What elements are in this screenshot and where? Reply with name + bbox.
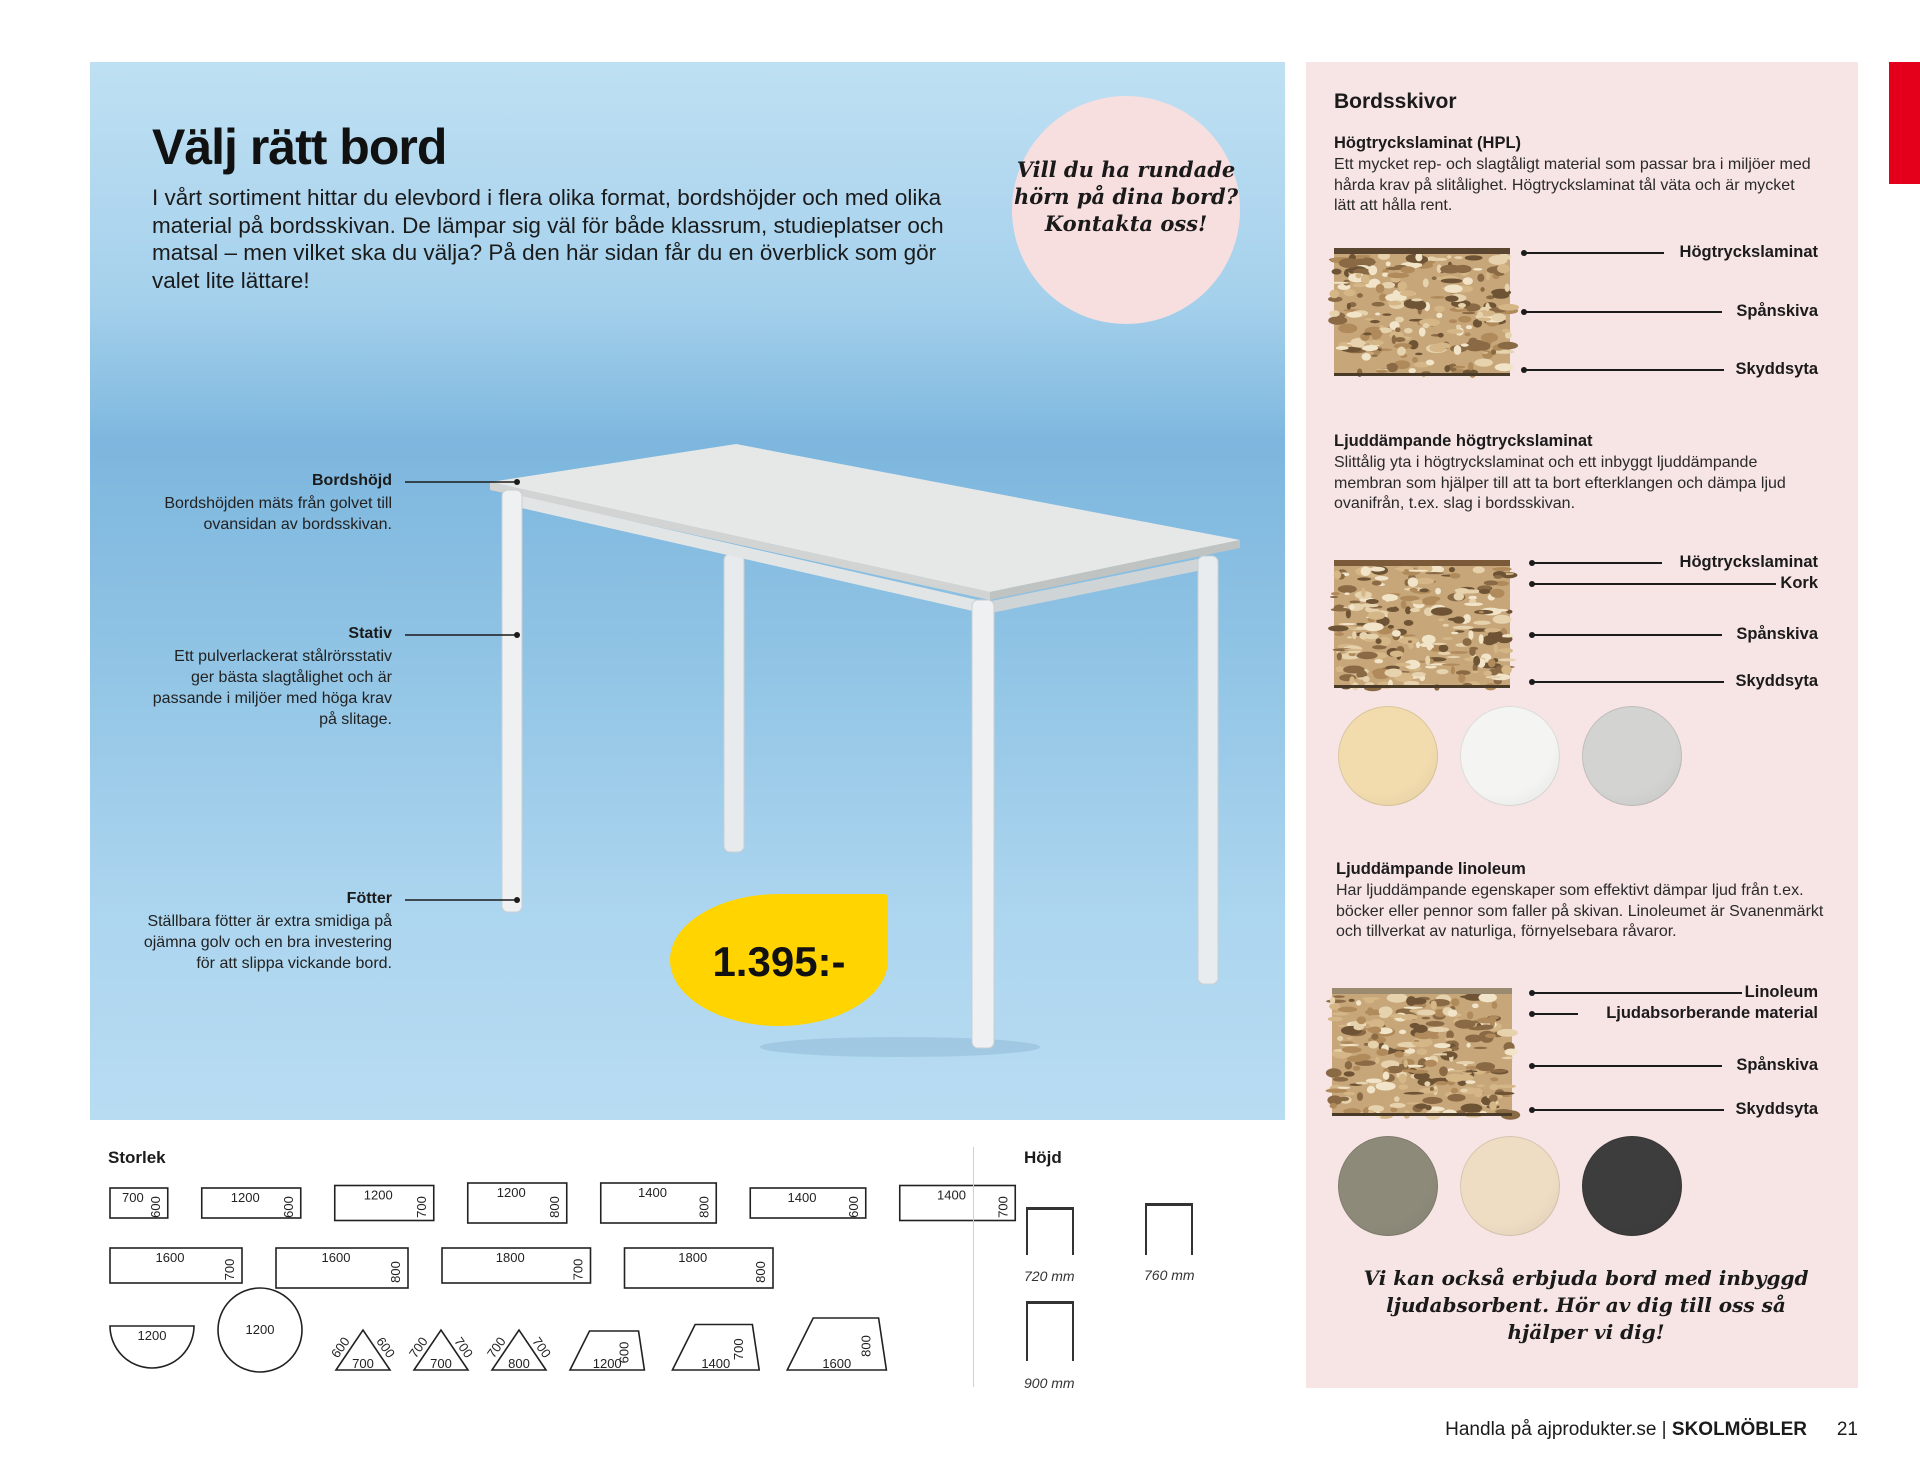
layer-label: Skyddsyta: [1735, 360, 1818, 378]
dimension-label: 1200: [363, 1187, 393, 1203]
layer-label: Spånskiva: [1736, 625, 1818, 643]
dimension-label: 800: [696, 1196, 712, 1218]
price-badge: [670, 894, 888, 1026]
dimension-label: 700: [122, 1190, 144, 1205]
layer-label: Högtryckslaminat: [1679, 243, 1818, 261]
dimension-label: 1200: [245, 1322, 275, 1337]
section-text: Har ljuddämpande egenskaper som effektivt dämpar ljud från t.ex. böcker eller pennor som faller på skivan. Linoleumet är Svanenmärkt och tillverkat av naturliga, förnyelsebara råvaror.: [1336, 882, 1824, 940]
dimension-label: 1600: [321, 1250, 351, 1265]
dimension-label: 1200: [592, 1356, 622, 1371]
dimension-label: 800: [508, 1356, 530, 1371]
size-rect-1800x800: [625, 1248, 774, 1288]
section-sound-hpl: [1334, 432, 1834, 515]
size-rect-700x600: [110, 1188, 168, 1218]
layer-label: Linoleum: [1744, 983, 1818, 1001]
height-720-icon: [1026, 1207, 1074, 1255]
annotation-title: Bordshöjd: [312, 472, 392, 489]
size-rect-1400x700: [900, 1186, 1016, 1221]
layer-label: Högtryckslaminat: [1679, 553, 1818, 571]
panel-note: Vi kan också erbjuda bord med inbyggd ljudabsorbent. Hör av dig till oss så hjälper vi dig!: [1363, 1266, 1809, 1344]
size-trapezoid: [570, 1331, 644, 1371]
size-rect-1200x700: [335, 1186, 434, 1221]
layer-label: Spånskiva: [1736, 1056, 1818, 1074]
dimension-label: 600: [616, 1341, 632, 1364]
dimension-label: 700: [405, 1334, 431, 1361]
color-swatch-beige: [1460, 1136, 1560, 1236]
dimension-label: 700: [483, 1334, 509, 1361]
dimension-label: 700: [570, 1258, 586, 1281]
size-rect-1600x700: [110, 1248, 242, 1283]
section-linoleum: [1336, 860, 1836, 943]
height-label: 760 mm: [1144, 1267, 1195, 1283]
dimension-label: 700: [413, 1196, 429, 1218]
size-diagrams: [100, 1160, 1011, 1400]
annotation-text: Ett pulverlackerat stålrörsstativ ger bästa slagtålighet och är passande i miljöer med höga krav på slitage.: [152, 648, 392, 728]
section-text: Slittålig yta i högtryckslaminat och ett inbyggt ljuddämpande membran som hjälper till att ta bort efterklangen och dämpa ljud ovanifrån, t.ex. slag i bordsskivan.: [1334, 454, 1786, 512]
page-number: 21: [1836, 1419, 1858, 1440]
footer-section: SKOLMÖBLER: [1671, 1419, 1807, 1440]
size-rect-1200x800: [468, 1183, 567, 1223]
section-title: Högtryckslaminat (HPL): [1334, 134, 1522, 152]
dimension-label: 600: [327, 1334, 353, 1361]
dimension-label: 1800: [495, 1250, 525, 1265]
dimension-label: 1600: [822, 1356, 852, 1371]
size-rect-1200x600: [202, 1188, 301, 1218]
color-swatch-birch: [1338, 706, 1438, 806]
section-title: Ljuddämpande linoleum: [1336, 860, 1526, 878]
height-900-icon: [1026, 1301, 1074, 1361]
hero-section: [90, 62, 1285, 1120]
size-trapezoid: [672, 1325, 759, 1372]
dimension-label: 700: [430, 1356, 452, 1371]
color-swatch-dark: [1582, 1136, 1682, 1236]
dimension-label: 700: [529, 1334, 555, 1361]
height-diagrams: [1010, 1195, 1240, 1395]
dimension-label: 800: [858, 1335, 874, 1357]
dimension-label: 800: [546, 1196, 562, 1218]
section-text: Ett mycket rep- och slagtåligt material som passar bra i miljöer med hårda krav på slitålighet. Högtryckslaminat tål väta och är mycket lätt att hålla rent.: [1334, 156, 1811, 214]
size-rect-1400x800: [601, 1183, 717, 1223]
intro-text: I vårt sortiment hittar du elevbord i flera olika format, bordshöjder och med olika material på bordsskivan. De lämpar sig väl för både klassrum, studieplatser och matsal – men vilket ska du välja? På den här sidan får du en överblick som gör valet lite lättare!: [152, 185, 944, 293]
size-trapezoid: [787, 1318, 886, 1371]
layer-label: Spånskiva: [1736, 302, 1818, 320]
dimension-label: 1200: [137, 1328, 167, 1343]
sizes-title: Storlek: [108, 1148, 166, 1167]
dimension-label: 1200: [496, 1185, 526, 1200]
color-swatch-white: [1460, 706, 1560, 806]
footer-link-text: Handla på ajprodukter.se |: [1445, 1419, 1667, 1440]
panel-title: Bordsskivor: [1334, 90, 1457, 113]
height-label: 720 mm: [1024, 1268, 1075, 1284]
layer-label: Ljudabsorberande material: [1606, 1004, 1818, 1022]
dimension-label: 600: [845, 1196, 861, 1218]
dimension-label: 600: [373, 1334, 399, 1361]
dimension-label: 1400: [638, 1185, 667, 1200]
dimension-label: 1400: [701, 1356, 731, 1371]
size-half-circle: [110, 1326, 194, 1368]
dimension-label: 700: [731, 1338, 747, 1361]
dimension-label: 1400: [787, 1190, 817, 1205]
size-triangle: [406, 1330, 476, 1371]
dimension-label: 700: [451, 1334, 477, 1361]
dimension-label: 600: [280, 1196, 296, 1218]
color-swatch-stone: [1338, 1136, 1438, 1236]
hpl-sample-image: [1334, 248, 1510, 376]
dimension-label: 800: [388, 1261, 403, 1283]
layer-label: Skyddsyta: [1735, 672, 1818, 690]
color-swatch-grey: [1582, 706, 1682, 806]
layer-label: Kork: [1780, 574, 1818, 592]
dimension-label: 1800: [678, 1250, 708, 1265]
dimension-label: 1600: [155, 1250, 185, 1265]
layer-label: Skyddsyta: [1735, 1100, 1818, 1118]
section-title: Ljuddämpande högtryckslaminat: [1334, 432, 1593, 450]
dimension-label: 700: [352, 1356, 374, 1371]
dimension-label: 700: [995, 1196, 1011, 1218]
annotation-text: Ställbara fötter är extra smidiga på ojämna golv och en bra investering för att slippa vickande bord.: [143, 913, 392, 972]
sound-hpl-sample-image: [1334, 560, 1510, 688]
dimension-label: 1400: [937, 1187, 966, 1203]
bubble-text: Vill du ha rundade hörn på dina bord? Kontakta oss!: [1013, 157, 1239, 236]
size-rect-1400x600: [750, 1188, 866, 1218]
annotation-title: Stativ: [348, 625, 392, 642]
section-tab-marker: [1889, 62, 1920, 184]
size-rect-1600x800: [276, 1248, 408, 1288]
price-text: 1.395:-: [712, 938, 846, 985]
section-hpl: [1334, 134, 1834, 217]
height-760-icon: [1145, 1203, 1193, 1255]
annotation-title: Fötter: [346, 890, 392, 907]
height-label: 900 mm: [1024, 1375, 1075, 1391]
table-tops-panel: [1306, 62, 1858, 1388]
size-triangle: [328, 1330, 398, 1371]
size-circle: [218, 1288, 302, 1372]
dimension-label: 1200: [230, 1190, 260, 1205]
size-rect-1800x700: [442, 1248, 591, 1283]
heights-title: Höjd: [1024, 1148, 1062, 1167]
page-title: Välj rätt bord: [152, 119, 447, 175]
dimension-label: 700: [222, 1258, 237, 1281]
linoleum-sample-image: [1332, 988, 1512, 1116]
dimension-label: 800: [753, 1261, 768, 1283]
dimension-label: 600: [147, 1196, 163, 1218]
section-divider: [973, 1147, 974, 1387]
size-triangle: [484, 1330, 554, 1371]
annotation-text: Bordshöjden mäts från golvet till ovansidan av bordsskivan.: [164, 495, 392, 533]
footer-text: [1445, 1419, 1807, 1441]
